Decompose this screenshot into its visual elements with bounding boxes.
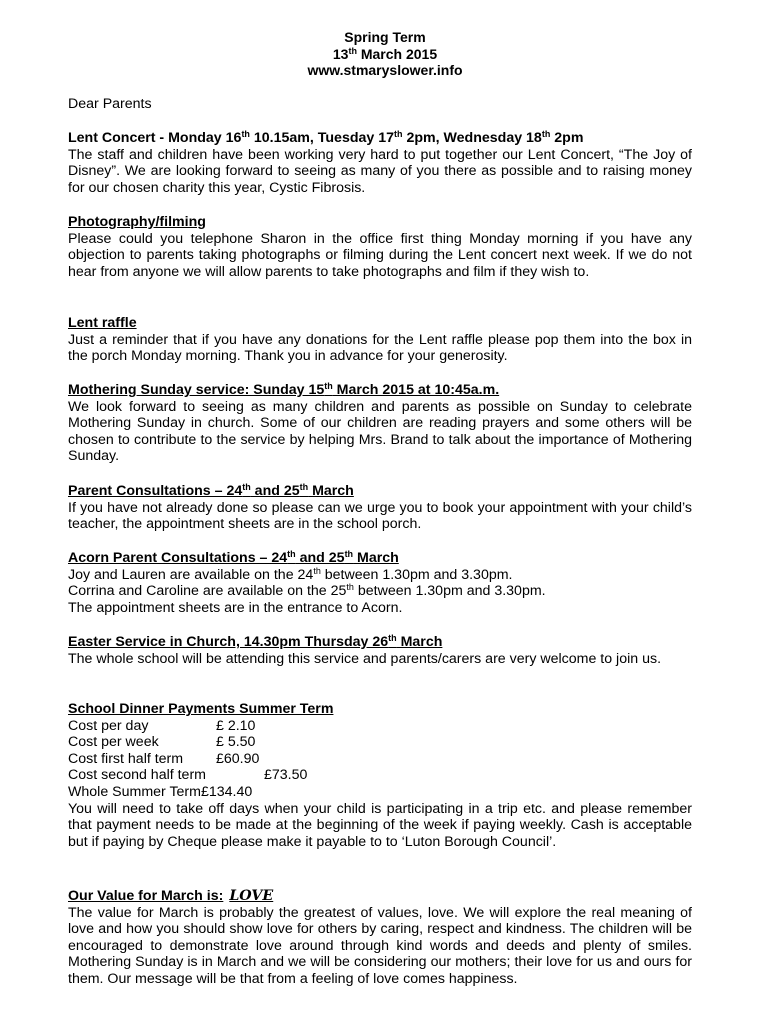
section-lent-concert [68, 130, 692, 196]
section-lent-raffle [68, 315, 692, 365]
cost-row: Cost per day £ 2.10 [68, 717, 256, 734]
greeting: Dear Parents [68, 96, 152, 112]
section-dinner-payments [68, 701, 692, 850]
acorn-line-1: Joy and Lauren are available on the 24th between 1.30pm and 3.30pm. [68, 565, 513, 583]
section-mothering-sunday [68, 382, 692, 465]
easter-body: The whole school will be attending this service and parents/carers are very welcome to join us. [68, 650, 662, 667]
dinner-heading: School Dinner Payments Summer Term [68, 701, 334, 717]
photography-heading: Photography/filming [68, 214, 206, 230]
cost-row: Cost per week £ 5.50 [68, 734, 256, 751]
acorn-line-3: The appointment sheets are in the entrance to Acorn. [68, 599, 403, 616]
lent-concert-body: The staff and children have been working very hard to put together our Lent Concert, “The Joy of Disney”. We are looking forward to seeing as many of you there as possible and to raising money for our chosen charity this year, Cystic Fibrosis. [68, 146, 692, 196]
consultations-body: If you have not already done so please can we urge you to book your appointment with your child’s teacher, the appointment sheets are in the school porch. [68, 499, 692, 533]
section-value-march [68, 888, 692, 988]
website-link[interactable]: www.stmaryslower.info [307, 62, 463, 78]
cost-row: Cost first half term £60.90 [68, 750, 260, 767]
cost-row: Whole Summer Term £134.40 [68, 783, 253, 800]
section-acorn-consultations [68, 550, 692, 616]
section-photography [68, 214, 692, 280]
value-heading: Our Value for March is: LOVE [68, 888, 274, 904]
raffle-body: Just a reminder that if you have any donations for the Lent raffle please pop them into the box in the porch Monday morning. Thank you in advance for your generosity. [68, 331, 692, 365]
consultations-heading: Parent Consultations – 24th and 25th March [68, 482, 354, 499]
section-parent-consultations [68, 483, 692, 533]
value-body: The value for March is probably the greatest of values, love. We will explore the real meaning of love and how you should show love for others by caring, respect and kindness. The children will be encouraged to demonstrate love around through kind words and deeds and plenty of smiles. Mothering Sunday is in March and we will be considering our mothers; their love for us and ours for them. Our message will be that from a feeling of love comes happiness. [68, 904, 692, 987]
mothering-body: We look forward to seeing as many children and parents as possible on Sunday to celebrate Mothering Sunday in church. Some of our children are reading prayers and some others will be chosen to contribute to the service by helping Mrs. Brand to talk about the importance of Mothering Sunday. [68, 398, 692, 465]
acorn-line-2: Corrina and Caroline are available on the 25th between 1.30pm and 3.30pm. [68, 582, 546, 600]
mothering-heading: Mothering Sunday service: Sunday 15th March 2015 at 10:45a.m. [68, 381, 500, 398]
lent-concert-heading: Lent Concert - Monday 16th 10.15am, Tuesday 17th 2pm, Wednesday 18th 2pm [68, 129, 584, 146]
raffle-heading: Lent raffle [68, 315, 137, 331]
letter-header [0, 29, 770, 79]
acorn-heading: Acorn Parent Consultations – 24th and 25th March [68, 549, 399, 566]
cost-row: Cost second half term £73.50 [68, 767, 308, 784]
letter-date: 13th March 2015 [332, 45, 438, 62]
value-word: LOVE [229, 888, 274, 904]
easter-heading: Easter Service in Church, 14.30pm Thursday 26th March [68, 633, 443, 650]
photography-body: Please could you telephone Sharon in the office first thing Monday morning if you have any objection to parents taking photographs or filming during the Lent concert next week. If we do not hear from anyone we will allow parents to take photographs and film if they wish to. [68, 230, 692, 280]
section-easter-service [68, 634, 692, 667]
dinner-body: You will need to take off days when your child is participating in a trip etc. and please remember that payment needs to be made at the beginning of the week if paying weekly. Cash is acceptable but if paying by Cheque please make it payable to to ‘Luton Borough Council’. [68, 800, 692, 850]
term-title: Spring Term [344, 29, 426, 45]
